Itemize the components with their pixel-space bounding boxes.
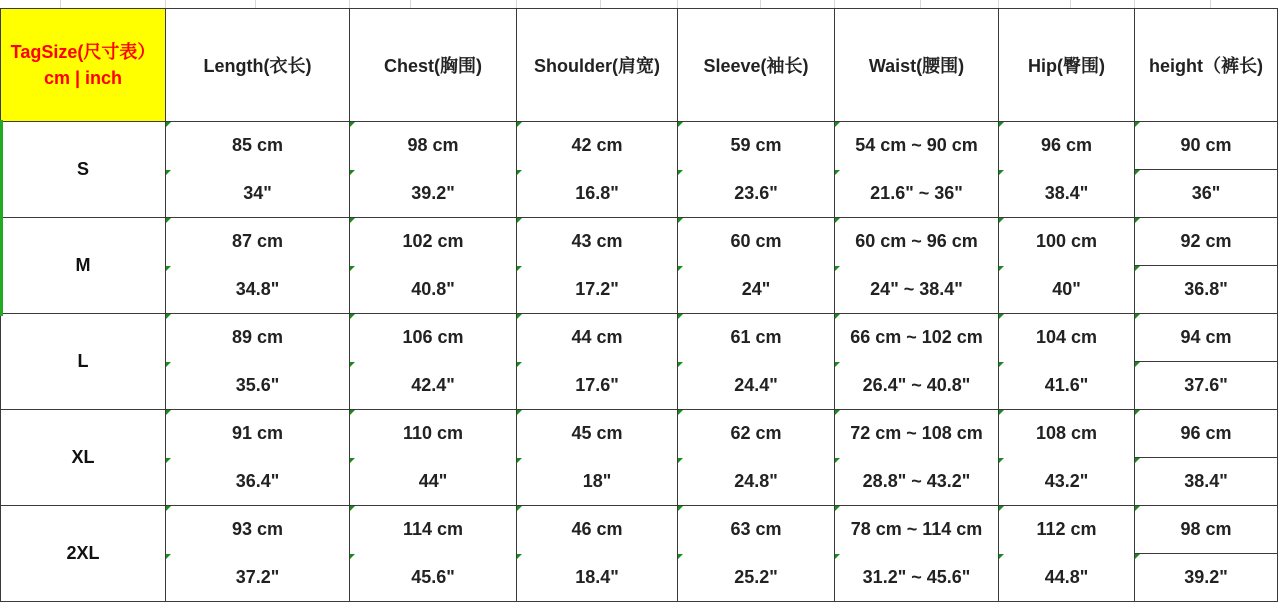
size-row-inch: [1, 554, 1278, 602]
cm-value-cell[interactable]: 98 cm: [1135, 506, 1278, 554]
inch-value-cell[interactable]: 38.4": [1135, 458, 1278, 506]
cm-value-cell[interactable]: 78 cm ~ 114 cm: [835, 506, 999, 554]
size-chart-table: [0, 8, 1278, 602]
cm-value-cell[interactable]: 85 cm: [166, 122, 350, 170]
inch-value-cell[interactable]: 34.8": [166, 266, 350, 314]
inch-value-cell[interactable]: 39.2": [1135, 554, 1278, 602]
inch-value-cell[interactable]: 40": [999, 266, 1135, 314]
spreadsheet-gridlines: [0, 0, 1278, 8]
column-header-waist[interactable]: Waist(腰围): [835, 9, 999, 122]
column-header-length[interactable]: Length(衣长): [166, 9, 350, 122]
size-row-inch: [1, 266, 1278, 314]
inch-value-cell[interactable]: 16.8": [517, 170, 678, 218]
cm-value-cell[interactable]: 42 cm: [517, 122, 678, 170]
cm-value-cell[interactable]: 104 cm: [999, 314, 1135, 362]
inch-value-cell[interactable]: 24.4": [678, 362, 835, 410]
cm-value-cell[interactable]: 106 cm: [350, 314, 517, 362]
cm-value-cell[interactable]: 66 cm ~ 102 cm: [835, 314, 999, 362]
cm-value-cell[interactable]: 87 cm: [166, 218, 350, 266]
cm-value-cell[interactable]: 62 cm: [678, 410, 835, 458]
cm-value-cell[interactable]: 46 cm: [517, 506, 678, 554]
inch-value-cell[interactable]: 42.4": [350, 362, 517, 410]
cm-value-cell[interactable]: 96 cm: [999, 122, 1135, 170]
cm-value-cell[interactable]: 102 cm: [350, 218, 517, 266]
inch-value-cell[interactable]: 40.8": [350, 266, 517, 314]
inch-value-cell[interactable]: 36.4": [166, 458, 350, 506]
size-row-cm: [1, 506, 1278, 554]
column-header-height[interactable]: height（裤长): [1135, 9, 1278, 122]
inch-value-cell[interactable]: 28.8" ~ 43.2": [835, 458, 999, 506]
inch-value-cell[interactable]: 18": [517, 458, 678, 506]
cm-value-cell[interactable]: 44 cm: [517, 314, 678, 362]
inch-value-cell[interactable]: 35.6": [166, 362, 350, 410]
cm-value-cell[interactable]: 59 cm: [678, 122, 835, 170]
cm-value-cell[interactable]: 96 cm: [1135, 410, 1278, 458]
column-header-sleeve[interactable]: Sleeve(袖长): [678, 9, 835, 122]
cm-value-cell[interactable]: 43 cm: [517, 218, 678, 266]
cm-value-cell[interactable]: 98 cm: [350, 122, 517, 170]
column-header-hip[interactable]: Hip(臀围): [999, 9, 1135, 122]
cm-value-cell[interactable]: 100 cm: [999, 218, 1135, 266]
cm-value-cell[interactable]: 54 cm ~ 90 cm: [835, 122, 999, 170]
cm-value-cell[interactable]: 89 cm: [166, 314, 350, 362]
size-row-cm: [1, 410, 1278, 458]
size-label[interactable]: XL: [1, 410, 166, 506]
size-row-cm: [1, 122, 1278, 170]
cm-value-cell[interactable]: 60 cm: [678, 218, 835, 266]
size-row-inch: [1, 170, 1278, 218]
inch-value-cell[interactable]: 24.8": [678, 458, 835, 506]
inch-value-cell[interactable]: 17.6": [517, 362, 678, 410]
cm-value-cell[interactable]: 72 cm ~ 108 cm: [835, 410, 999, 458]
inch-value-cell[interactable]: 38.4": [999, 170, 1135, 218]
inch-value-cell[interactable]: 36.8": [1135, 266, 1278, 314]
corner-label[interactable]: TagSize(尺寸表）cm | inch: [1, 9, 166, 122]
size-row-cm: [1, 218, 1278, 266]
size-label[interactable]: S: [1, 122, 166, 218]
cm-value-cell[interactable]: 60 cm ~ 96 cm: [835, 218, 999, 266]
inch-value-cell[interactable]: 36": [1135, 170, 1278, 218]
cm-value-cell[interactable]: 108 cm: [999, 410, 1135, 458]
cm-value-cell[interactable]: 112 cm: [999, 506, 1135, 554]
inch-value-cell[interactable]: 37.6": [1135, 362, 1278, 410]
inch-value-cell[interactable]: 23.6": [678, 170, 835, 218]
inch-value-cell[interactable]: 31.2" ~ 45.6": [835, 554, 999, 602]
inch-value-cell[interactable]: 45.6": [350, 554, 517, 602]
cm-value-cell[interactable]: 91 cm: [166, 410, 350, 458]
size-row-inch: [1, 458, 1278, 506]
cm-value-cell[interactable]: 110 cm: [350, 410, 517, 458]
inch-value-cell[interactable]: 34": [166, 170, 350, 218]
inch-value-cell[interactable]: 44": [350, 458, 517, 506]
cm-value-cell[interactable]: 63 cm: [678, 506, 835, 554]
cm-value-cell[interactable]: 92 cm: [1135, 218, 1278, 266]
cm-value-cell[interactable]: 45 cm: [517, 410, 678, 458]
cm-value-cell[interactable]: 94 cm: [1135, 314, 1278, 362]
inch-value-cell[interactable]: 17.2": [517, 266, 678, 314]
cm-value-cell[interactable]: 114 cm: [350, 506, 517, 554]
size-label[interactable]: M: [1, 218, 166, 314]
inch-value-cell[interactable]: 39.2": [350, 170, 517, 218]
cm-value-cell[interactable]: 90 cm: [1135, 122, 1278, 170]
inch-value-cell[interactable]: 24": [678, 266, 835, 314]
inch-value-cell[interactable]: 21.6" ~ 36": [835, 170, 999, 218]
inch-value-cell[interactable]: 25.2": [678, 554, 835, 602]
size-label[interactable]: L: [1, 314, 166, 410]
inch-value-cell[interactable]: 26.4" ~ 40.8": [835, 362, 999, 410]
inch-value-cell[interactable]: 41.6": [999, 362, 1135, 410]
cm-value-cell[interactable]: 93 cm: [166, 506, 350, 554]
header-row: [1, 9, 1278, 122]
size-label[interactable]: 2XL: [1, 506, 166, 602]
column-header-shoulder[interactable]: Shoulder(肩宽): [517, 9, 678, 122]
inch-value-cell[interactable]: 44.8": [999, 554, 1135, 602]
size-row-inch: [1, 362, 1278, 410]
inch-value-cell[interactable]: 43.2": [999, 458, 1135, 506]
column-header-chest[interactable]: Chest(胸围): [350, 9, 517, 122]
cm-value-cell[interactable]: 61 cm: [678, 314, 835, 362]
size-row-cm: [1, 314, 1278, 362]
inch-value-cell[interactable]: 18.4": [517, 554, 678, 602]
selection-border: [0, 120, 3, 316]
inch-value-cell[interactable]: 37.2": [166, 554, 350, 602]
inch-value-cell[interactable]: 24" ~ 38.4": [835, 266, 999, 314]
size-chart-sheet: [0, 8, 1278, 605]
